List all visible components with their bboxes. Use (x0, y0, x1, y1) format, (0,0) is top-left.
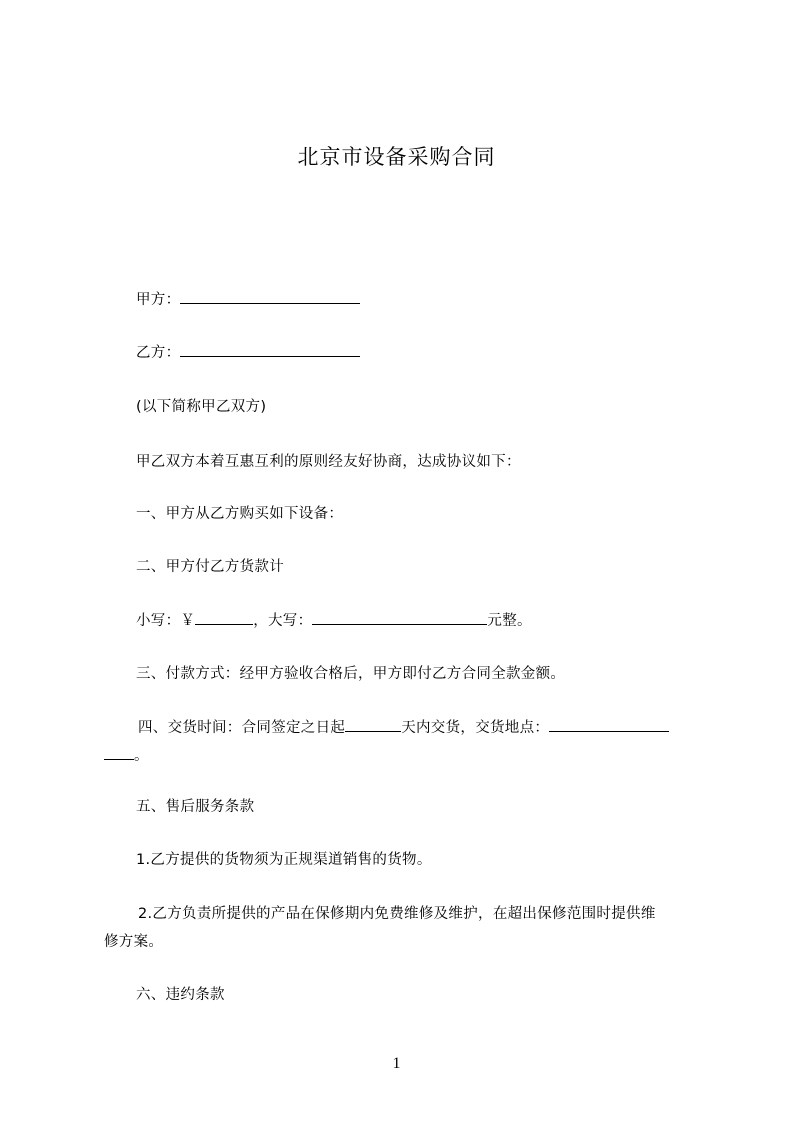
amount-small-label: 小写：￥ (136, 613, 196, 629)
item-1: 1.乙方提供的货物须为正规渠道销售的货物。 (136, 852, 432, 868)
delivery-location-blank[interactable] (549, 717, 669, 732)
party-a-line (136, 289, 360, 311)
clause-4-continuation (104, 745, 149, 767)
abbrev-note: (以下简称甲乙双方) (136, 399, 267, 415)
delivery-location-blank-cont[interactable] (104, 745, 134, 760)
page-title: 北京市设备采购合同 (297, 145, 496, 169)
clause-6: 六、违约条款 (136, 987, 225, 1003)
clause-4-end: 。 (134, 748, 149, 764)
clause-1: 一、甲方从乙方购买如下设备： (136, 506, 344, 522)
item-2-line-2: 修方案。 (104, 934, 164, 950)
amount-big-label: ，大写： (253, 613, 313, 629)
party-a-label: 甲方： (136, 292, 181, 308)
intro-paragraph: 甲乙双方本着互惠互利的原则经友好协商，达成协议如下： (136, 454, 521, 470)
delivery-days-blank[interactable] (345, 717, 401, 732)
party-b-label: 乙方： (136, 345, 181, 361)
clause-4-part2: 天内交货，交货地点： (401, 720, 550, 736)
party-b-blank[interactable] (180, 342, 360, 357)
party-a-blank[interactable] (180, 289, 360, 304)
amount-suffix: 元整。 (487, 613, 532, 629)
clause-5: 五、售后服务条款 (136, 799, 255, 815)
amount-big-blank[interactable] (312, 610, 487, 625)
clause-2: 二、甲方付乙方货款计 (136, 559, 284, 575)
clause-4-part1: 四、交货时间：合同签定之日起 (138, 720, 346, 736)
party-b-line (136, 342, 360, 364)
page-number: 1 (392, 1055, 401, 1072)
clause-4 (138, 717, 669, 739)
clause-3: 三、付款方式：经甲方验收合格后，甲方即付乙方合同全款金额。 (136, 666, 566, 682)
item-2-line-1: 2.乙方负责所提供的产品在保修期内免费维修及维护，在超出保修范围时提供维 (138, 906, 656, 922)
amount-small-blank[interactable] (195, 610, 253, 625)
amount-line (136, 610, 532, 632)
